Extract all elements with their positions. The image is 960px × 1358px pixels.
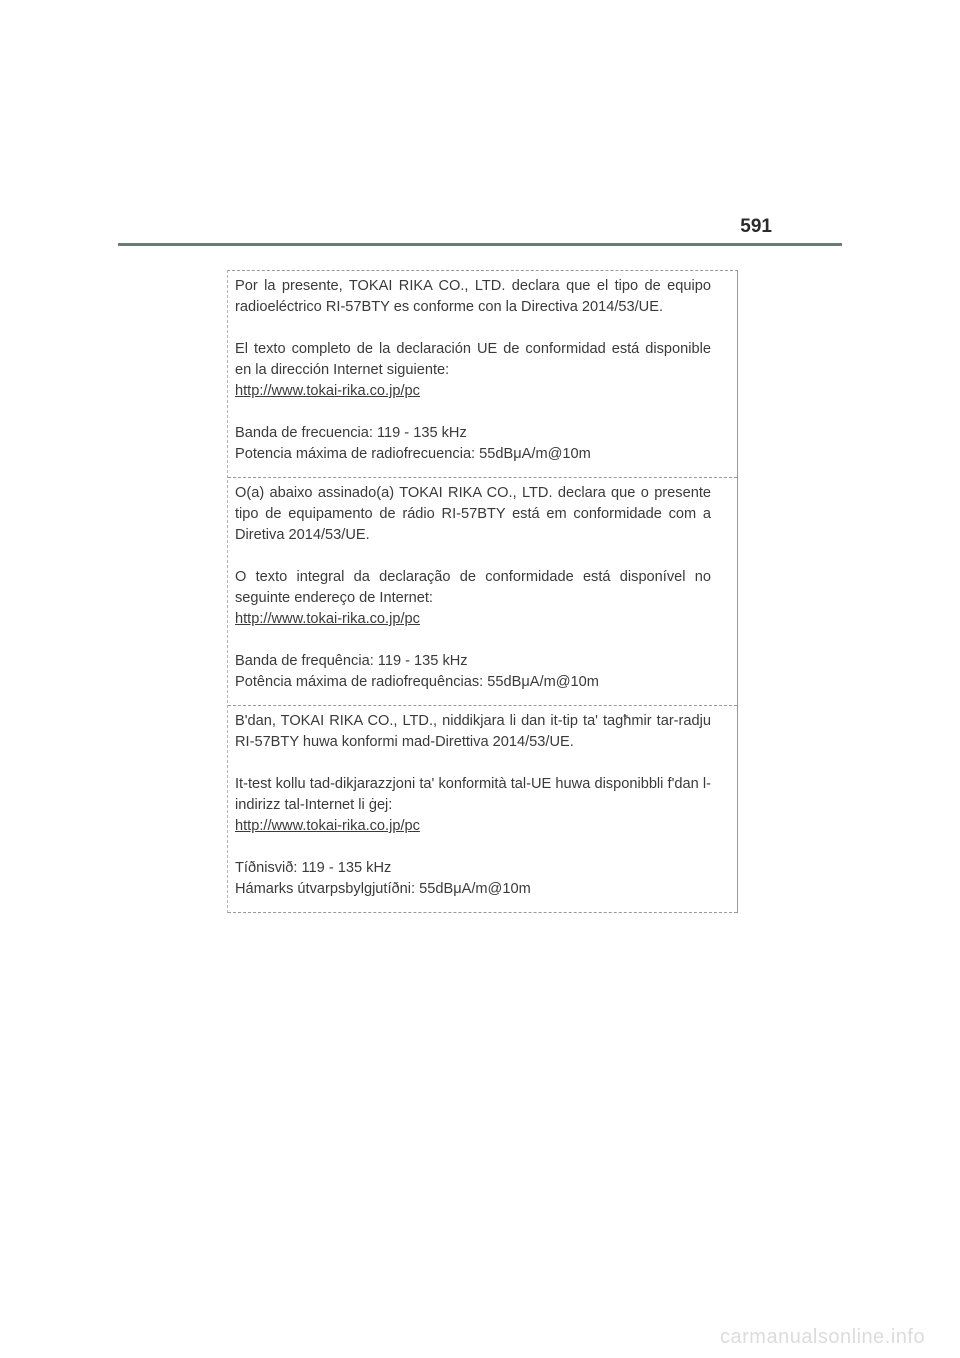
frequency-text: Tíðnisvið: 119 - 135 kHz bbox=[235, 860, 392, 876]
power-text: Potência máxima de radiofrequências: 55dBμA/m@10m bbox=[235, 674, 599, 690]
availability-text: El texto completo de la declaración UE de conformidad está disponible en la dirección Internet siguiente: bbox=[235, 341, 711, 378]
declaration-url-link[interactable]: http://www.tokai-rika.co.jp/pc bbox=[235, 383, 420, 399]
availability-text: It-test kollu tad-dikjarazzjoni ta' konformità tal-UE huwa disponibbli f'dan l-indirizz tal-Internet li ġej: bbox=[235, 776, 711, 813]
frequency-text: Banda de frequência: 119 - 135 kHz bbox=[235, 653, 468, 669]
declaration-text: B'dan, TOKAI RIKA CO., LTD., niddikjara li dan it-tip ta' tagħmir tar-radju RI-57BTY huwa konformi mad-Direttiva 2014/53/UE. bbox=[235, 713, 711, 750]
page-number: 591 bbox=[740, 216, 772, 237]
watermark: carmanualsonline.info bbox=[720, 1326, 926, 1348]
declaration-url-link[interactable]: http://www.tokai-rika.co.jp/pc bbox=[235, 818, 420, 834]
power-text: Hámarks útvarpsbylgjutíðni: 55dBμA/m@10m bbox=[235, 881, 531, 897]
header-rule bbox=[118, 243, 842, 246]
declaration-block-mt bbox=[228, 706, 737, 913]
declaration-block-es bbox=[228, 271, 737, 478]
declaration-block-pt bbox=[228, 478, 737, 706]
declaration-text: O(a) abaixo assinado(a) TOKAI RIKA CO., LTD. declara que o presente tipo de equipamento de rádio RI-57BTY está em conformidade com a Diretiva 2014/53/UE. bbox=[235, 485, 711, 543]
frequency-text: Banda de frecuencia: 119 - 135 kHz bbox=[235, 425, 467, 441]
declaration-url-link[interactable]: http://www.tokai-rika.co.jp/pc bbox=[235, 611, 420, 627]
declaration-text: Por la presente, TOKAI RIKA CO., LTD. declara que el tipo de equipo radioeléctrico RI-57BTY es conforme con la Directiva 2014/53/UE. bbox=[235, 278, 711, 315]
availability-text: O texto integral da declaração de conformidade está disponível no seguinte endereço de Internet: bbox=[235, 569, 711, 606]
power-text: Potencia máxima de radiofrecuencia: 55dBμA/m@10m bbox=[235, 446, 591, 462]
declaration-table bbox=[227, 270, 738, 913]
